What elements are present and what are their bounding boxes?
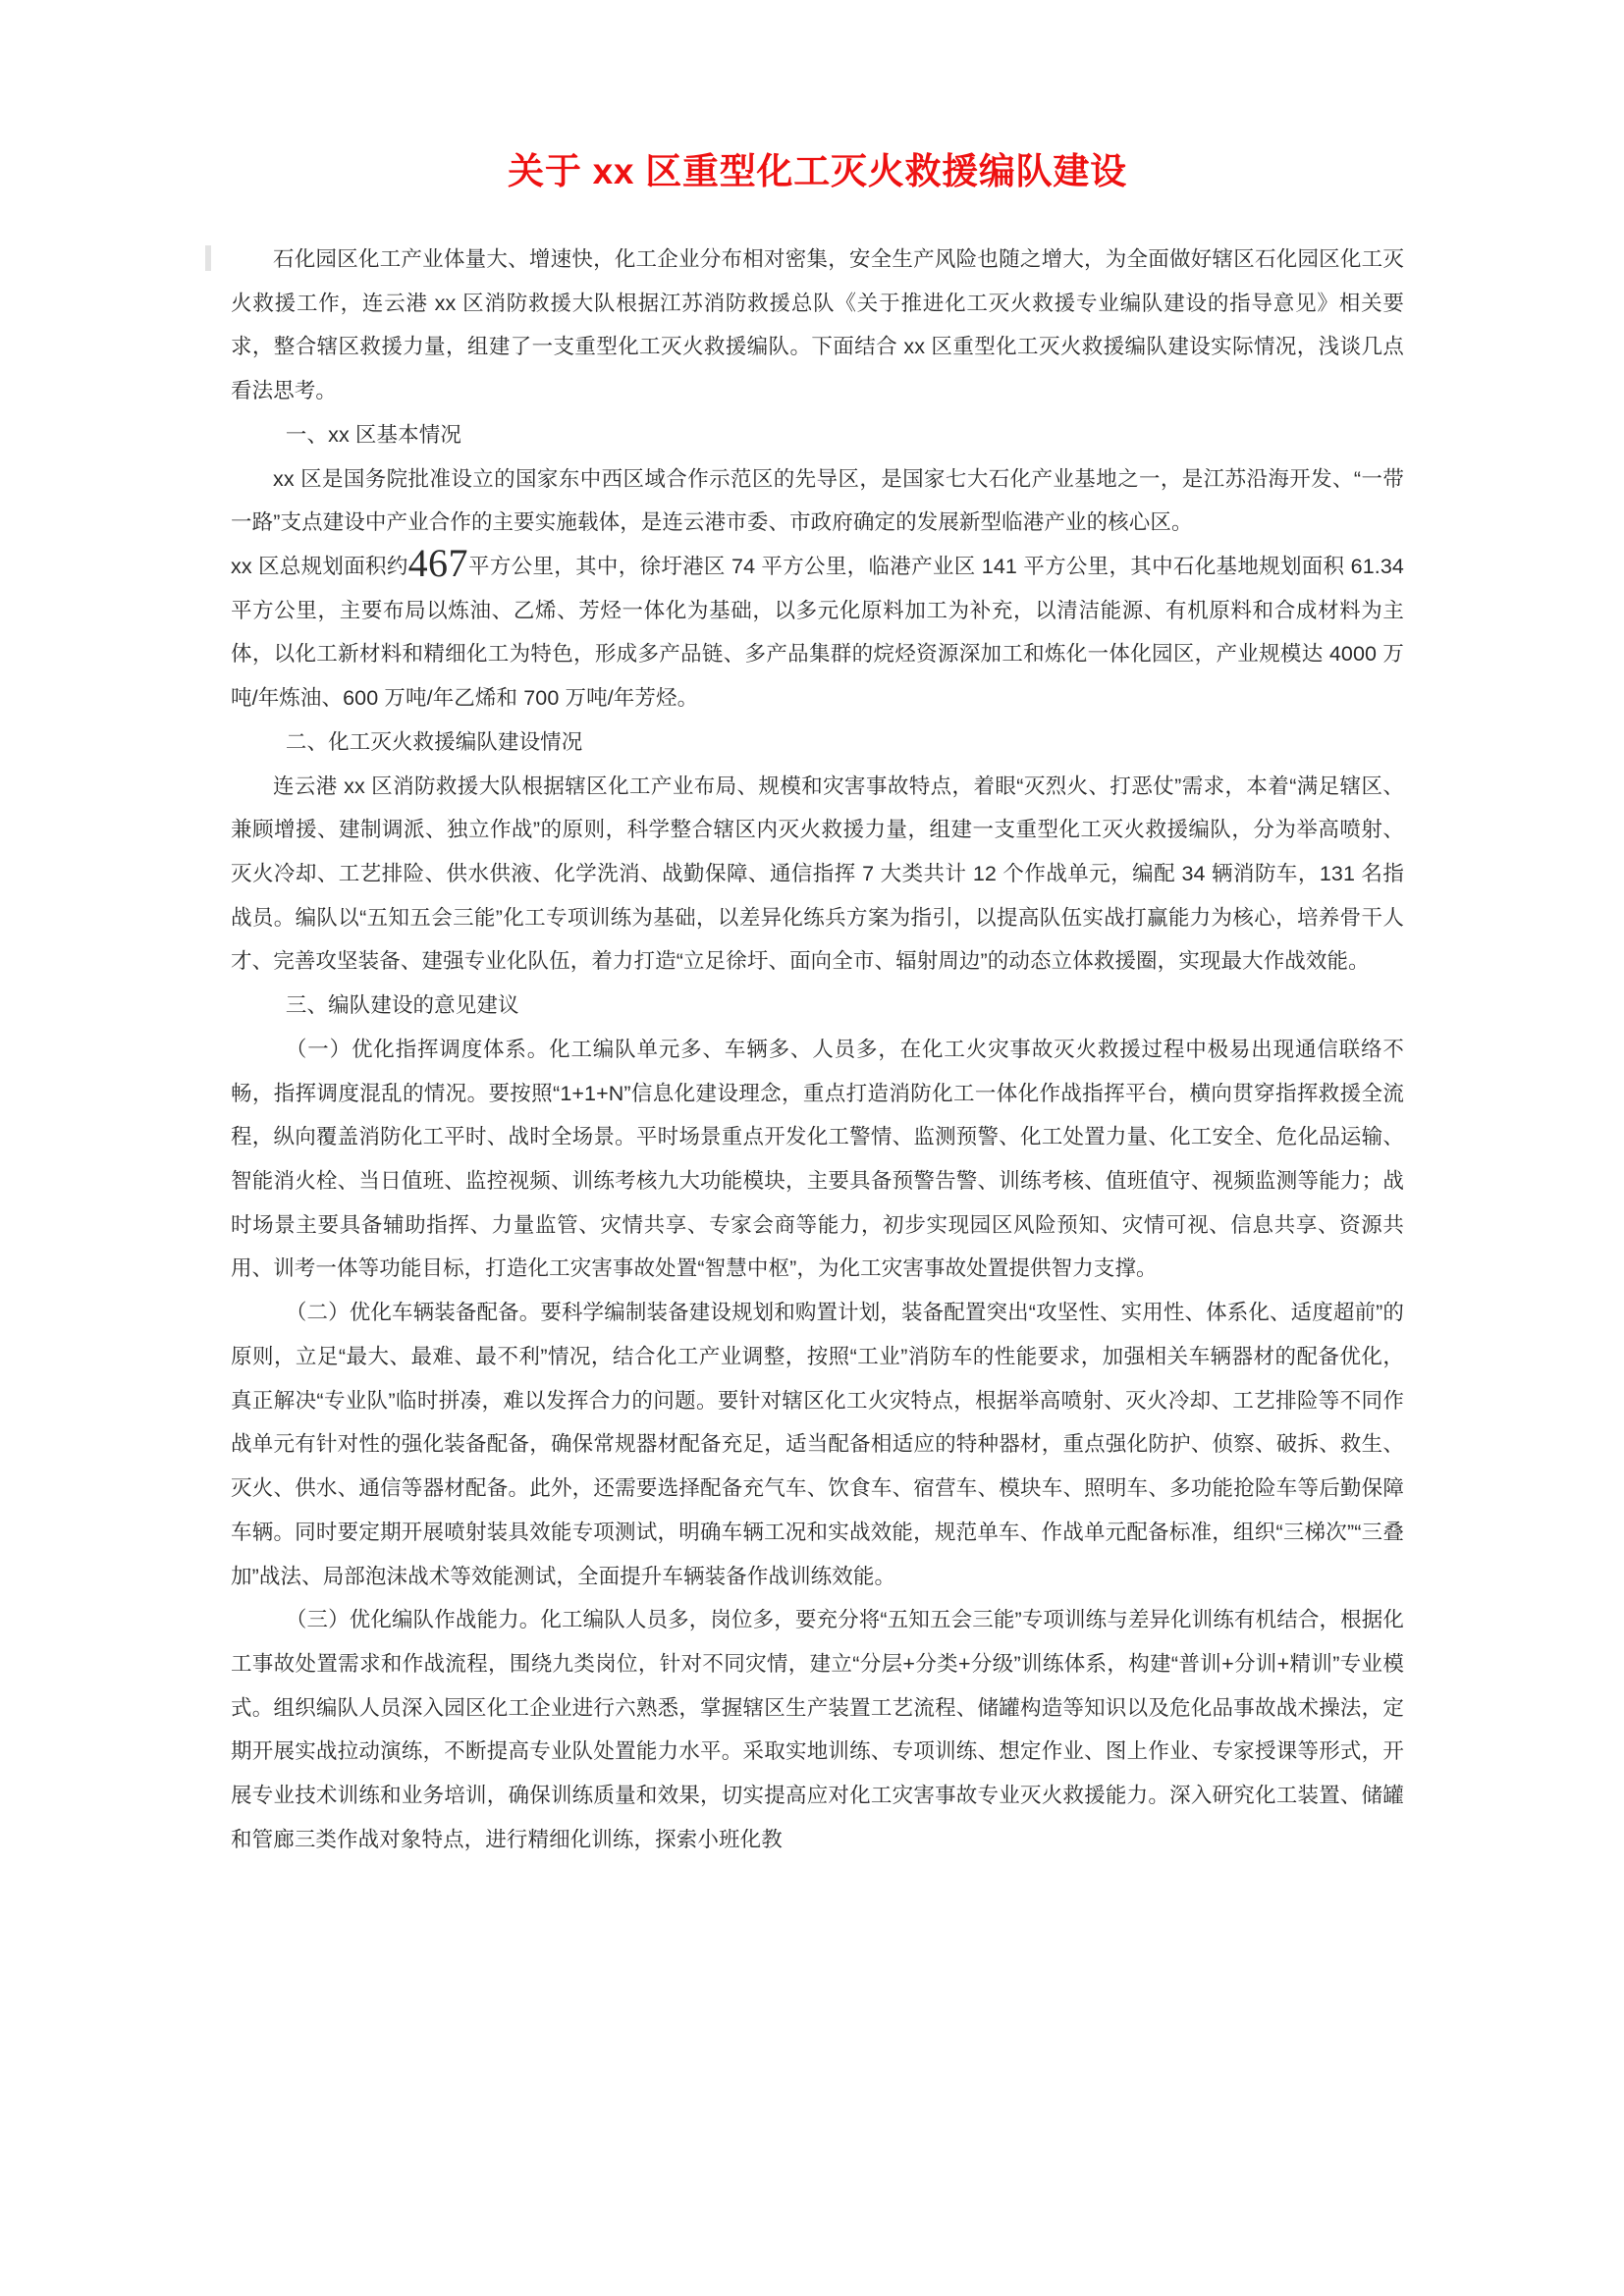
planning-area-suffix: 平方公里，其中，徐圩港区 74 平方公里，临港产业区 141 平方公里，其中石化基地规划面积 61.34 平方公里，主要布局以炼油、乙烯、芳烃一体化为基础，以多元化原料加工为补充，以清洁能源、有机原料和合成材料为主体，以化工新材料和精细化工为特色，形成多产品链、多产品集群的烷烃资源深加工和炼化一体化园区，产业规模达 4000 万吨/年炼油、600 万吨/年乙烯和 700 万吨/年芳烃。 <box>231 554 1404 711</box>
page-title: 关于 xx 区重型化工灭火救援编队建设 <box>508 151 1127 191</box>
paragraph-suggestion-two: （二）优化车辆装备配备。要科学编制装备建设规划和购置计划，装备配置突出“攻坚性、实用性、体系化、适度超前”的原则，立足“最大、最难、最不利”情况，结合化工产业调整，按照“工业”消防车的性能要求，加强相关车辆器材的配备优化，真正解决“专业队”临时拼凑，难以发挥合力的问题。要针对辖区化工火灾特点，根据举高喷射、灭火冷却、工艺排险等不同作战单元有针对性的强化装备配备，确保常规器材配备充足，适当配备相适应的特种器材，重点强化防护、侦察、破拆、救生、灭火、供水、通信等器材配备。此外，还需要选择配备充气车、饮食车、宿营车、模块车、照明车、多功能抢险车等后勤保障车辆。同时要定期开展喷射装具效能专项测试，明确车辆工况和实战效能，规范单车、作战单元配备标准，组织“三梯次”“三叠加”战法、局部泡沫战术等效能测试，全面提升车辆装备作战训练效能。 <box>231 1301 1404 1588</box>
paragraph-lead: 石化园区化工产业体量大、增速快，化工企业分布相对密集，安全生产风险也随之增大，为全面做好辖区石化园区化工灭火救援工作，连云港 xx 区消防救援大队根据江苏消防救援总队《关于推进化工灭火救援专业编队建设的指导意见》相关要求，整合辖区救援力量，组建了一支重型化工灭火救援编队。下面结合 xx 区重型化工灭火救援编队建设实际情况，浅谈几点看法思考。 <box>231 246 1404 403</box>
heading-section-one: 一、xx 区基本情况 <box>285 422 461 447</box>
paragraph-brigade-formation: 连云港 xx 区消防救援大队根据辖区化工产业布局、规模和灾害事故特点，着眼“灭烈火、打恶仗”需求，本着“满足辖区、兼顾增援、建制调派、独立作战”的原则，科学整合辖区内灭火救援力量，组建一支重型化工灭火救援编队，分为举高喷射、灭火冷却、工艺排险、供水供液、化学洗消、战勤保障、通信指挥 7 大类共计 12 个作战单元，编配 34 辆消防车，131 名指战员。编队以“五知五会三能”化工专项训练为基础，以差异化练兵方案为指引，以提高队伍实战打赢能力为核心，培养骨干人才、完善攻坚装备、建强专业化队伍，着力打造“立足徐圩、面向全市、辐射周边”的动态立体救援圈，实现最大作战效能。 <box>231 774 1404 974</box>
paragraph-suggestion-one: （一）优化指挥调度体系。化工编队单元多、车辆多、人员多，在化工火灾事故灭火救援过程中极易出现通信联络不畅，指挥调度混乱的情况。要按照“1+1+N”信息化建设理念，重点打造消防化工一体化作战指挥平台，横向贯穿指挥救援全流程，纵向覆盖消防化工平时、战时全场景。平时场景重点开发化工警情、监测预警、化工处置力量、化工安全、危化品运输、智能消火栓、当日值班、监控视频、训练考核九大功能模块，主要具备预警告警、训练考核、值班值守、视频监测等能力；战时场景主要具备辅助指挥、力量监管、灾情共享、专家会商等能力，初步实现园区风险预知、灾情可视、信息共享、资源共用、训考一体等功能目标，打造化工灾害事故处置“智慧中枢”，为化工灾害事故处置提供智力支撑。 <box>231 1037 1404 1281</box>
planning-area-prefix: xx 区总规划面积约 <box>231 554 408 578</box>
paragraph-planning-area <box>231 540 1404 721</box>
paragraph-suggestion-three: （三）优化编队作战能力。化工编队人员多，岗位多，要充分将“五知五会三能”专项训练与差异化训练有机结合，根据化工事故处置需求和作战流程，围绕九类岗位，针对不同灾情，建立“分层+分类+分级”训练体系，构建“普训+分训+精训”专业模式。组织编队人员深入园区化工企业进行六熟悉，掌握辖区生产装置工艺流程、储罐构造等知识以及危化品事故战术操法，定期开展实战拉动演练，不断提高专业队处置能力水平。采取实地训练、专项训练、想定作业、图上作业、专家授课等形式，开展专业技术训练和业务培训，确保训练质量和效果，切实提高应对化工灾害事故专业灭火救援能力。深入研究化工装置、储罐和管廊三类作战对象特点，进行精细化训练，探索小班化教 <box>231 1608 1404 1851</box>
heading-section-three: 三、编队建设的意见建议 <box>285 993 519 1018</box>
planning-area-value: 467 <box>407 540 468 585</box>
paragraph-mark-icon <box>205 245 211 271</box>
lead-paragraph-wrapper <box>231 238 1404 413</box>
heading-section-two: 二、化工灭火救援编队建设情况 <box>285 729 583 754</box>
paragraph-district-overview: xx 区是国务院批准设立的国家东中西区域合作示范区的先导区，是国家七大石化产业基地之一，是江苏沿海开发、“一带一路”支点建设中产业合作的主要实施载体，是连云港市委、市政府确定的发展新型临港产业的核心区。 <box>231 466 1404 535</box>
document-body <box>231 147 1404 1862</box>
